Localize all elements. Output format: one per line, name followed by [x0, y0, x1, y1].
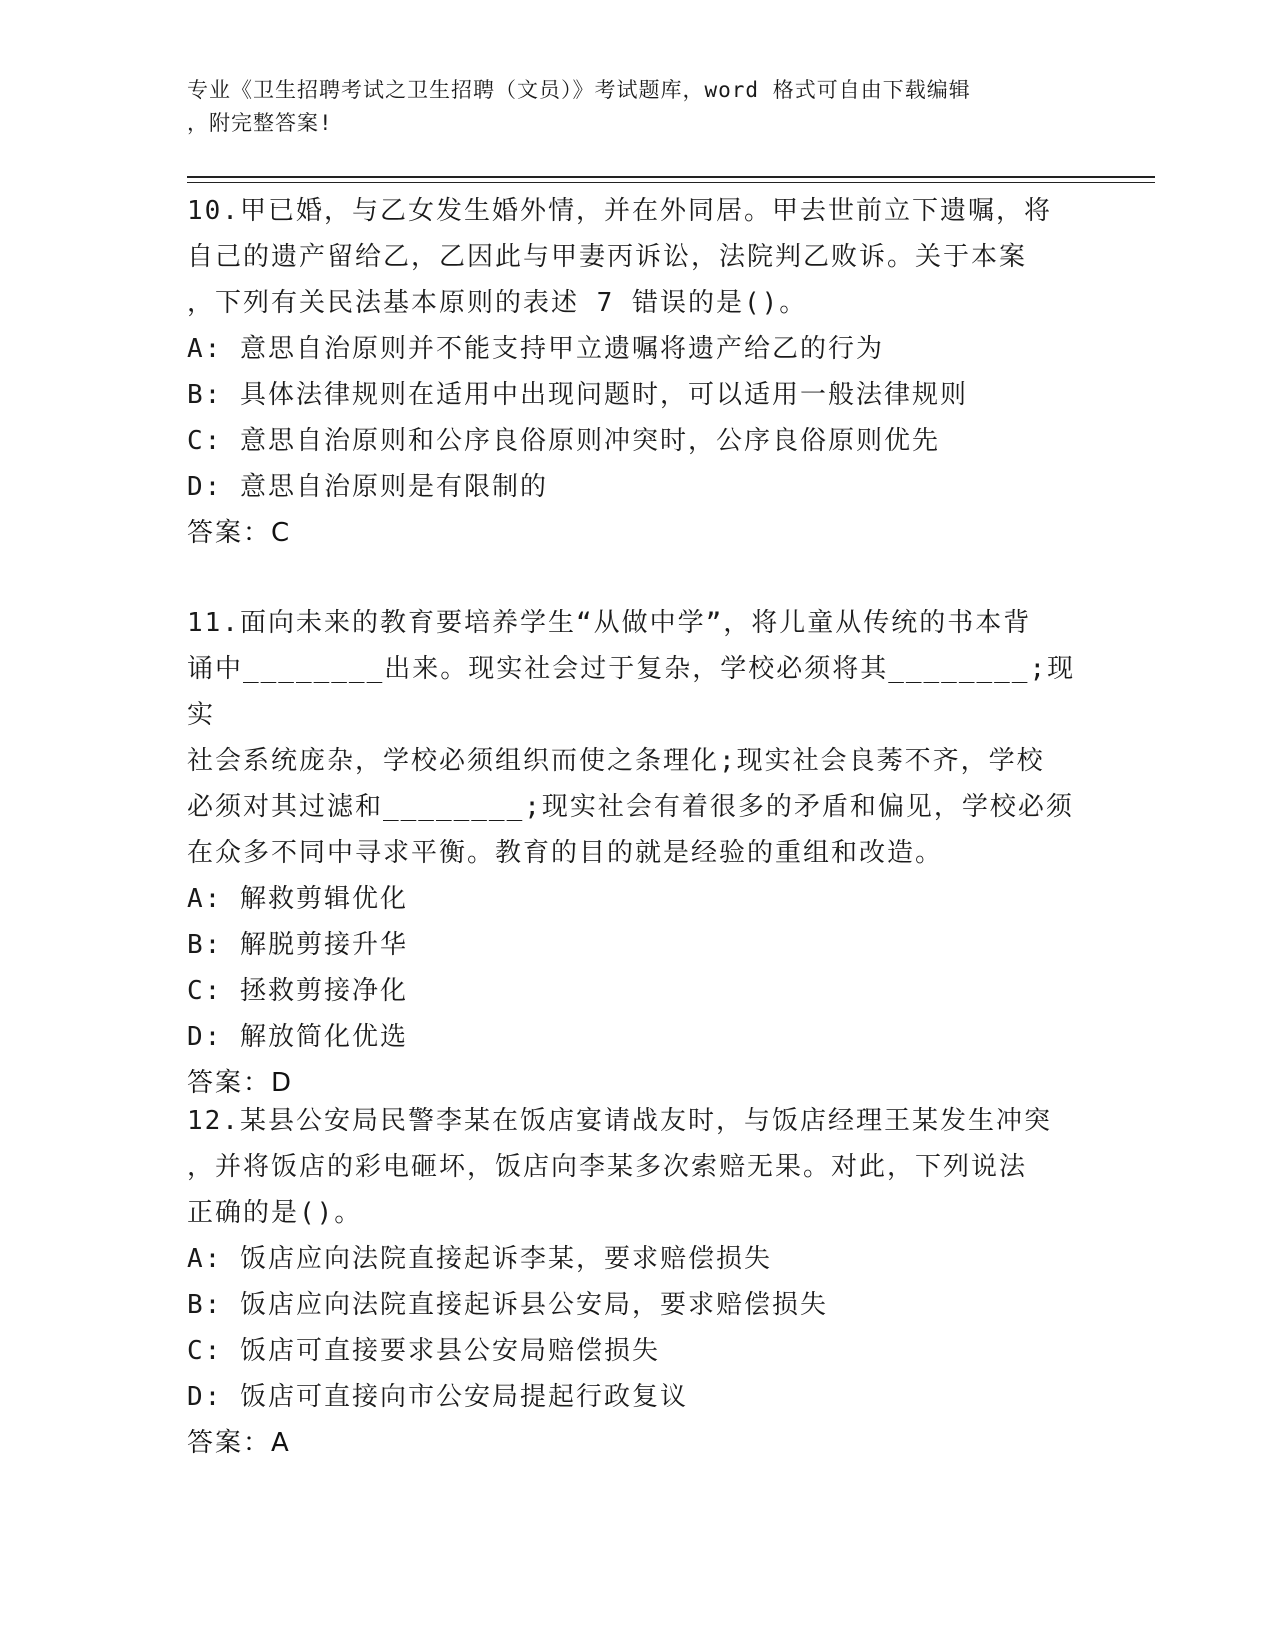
question-10 — [187, 188, 1087, 556]
option-b: B: 解脱剪接升华 — [187, 930, 408, 960]
header-divider-thick — [187, 176, 1155, 178]
question-stem-line: 必须对其过滤和________;现实社会有着很多的矛盾和偏见，学校必须 — [187, 792, 1074, 822]
question-stem-line: 在众多不同中寻求平衡。教育的目的就是经验的重组和改造。 — [187, 838, 944, 868]
answer-text: 答案：C — [187, 518, 292, 548]
option-c: C: 饭店可直接要求县公安局赔偿损失 — [187, 1336, 660, 1366]
option-a: A: 饭店应向法院直接起诉李某，要求赔偿损失 — [187, 1244, 772, 1274]
question-11 — [187, 600, 1087, 1106]
header-divider-thin — [187, 182, 1155, 183]
answer-text: 答案：D — [187, 1068, 294, 1098]
option-d: D: 意思自治原则是有限制的 — [187, 472, 548, 502]
question-stem-line: 诵中________出来。现实社会过于复杂，学校必须将其________;现实 — [187, 654, 1076, 730]
option-c: C: 拯救剪接净化 — [187, 976, 408, 1006]
option-b: B: 饭店应向法院直接起诉县公安局，要求赔偿损失 — [187, 1290, 828, 1320]
question-stem-line: 自己的遗产留给乙，乙因此与甲妻丙诉讼，法院判乙败诉。关于本案 — [187, 242, 1028, 272]
question-12 — [187, 1098, 1087, 1466]
question-stem-line: 10.甲已婚，与乙女发生婚外情，并在外同居。甲去世前立下遗嘱，将 — [187, 196, 1052, 226]
option-a: A: 解救剪辑优化 — [187, 884, 408, 914]
question-stem-line: ，下列有关民法基本原则的表述 7 错误的是()。 — [187, 288, 808, 318]
option-d: D: 饭店可直接向市公安局提起行政复议 — [187, 1382, 688, 1412]
header-line-1: 专业《卫生招聘考试之卫生招聘（文员）》考试题库，word 格式可自由下载编辑 — [187, 78, 971, 102]
question-stem-line: 11.面向未来的教育要培养学生“从做中学”，将儿童从传统的书本背 — [187, 608, 1032, 638]
header-line-2: ，附完整答案! — [187, 111, 333, 135]
question-stem-line: 正确的是()。 — [187, 1198, 363, 1228]
answer-text: 答案：A — [187, 1428, 291, 1458]
question-stem-line: 12.某县公安局民警李某在饭店宴请战友时，与饭店经理王某发生冲突 — [187, 1106, 1052, 1136]
option-b: B: 具体法律规则在适用中出现问题时，可以适用一般法律规则 — [187, 380, 968, 410]
document-header — [187, 74, 1087, 140]
option-c: C: 意思自治原则和公序良俗原则冲突时，公序良俗原则优先 — [187, 426, 940, 456]
option-a: A: 意思自治原则并不能支持甲立遗嘱将遗产给乙的行为 — [187, 334, 884, 364]
question-stem-line: 社会系统庞杂，学校必须组织而使之条理化;现实社会良莠不齐，学校 — [187, 746, 1045, 776]
option-d: D: 解放简化优选 — [187, 1022, 408, 1052]
question-stem-line: ，并将饭店的彩电砸坏，饭店向李某多次索赔无果。对此，下列说法 — [187, 1152, 1028, 1182]
